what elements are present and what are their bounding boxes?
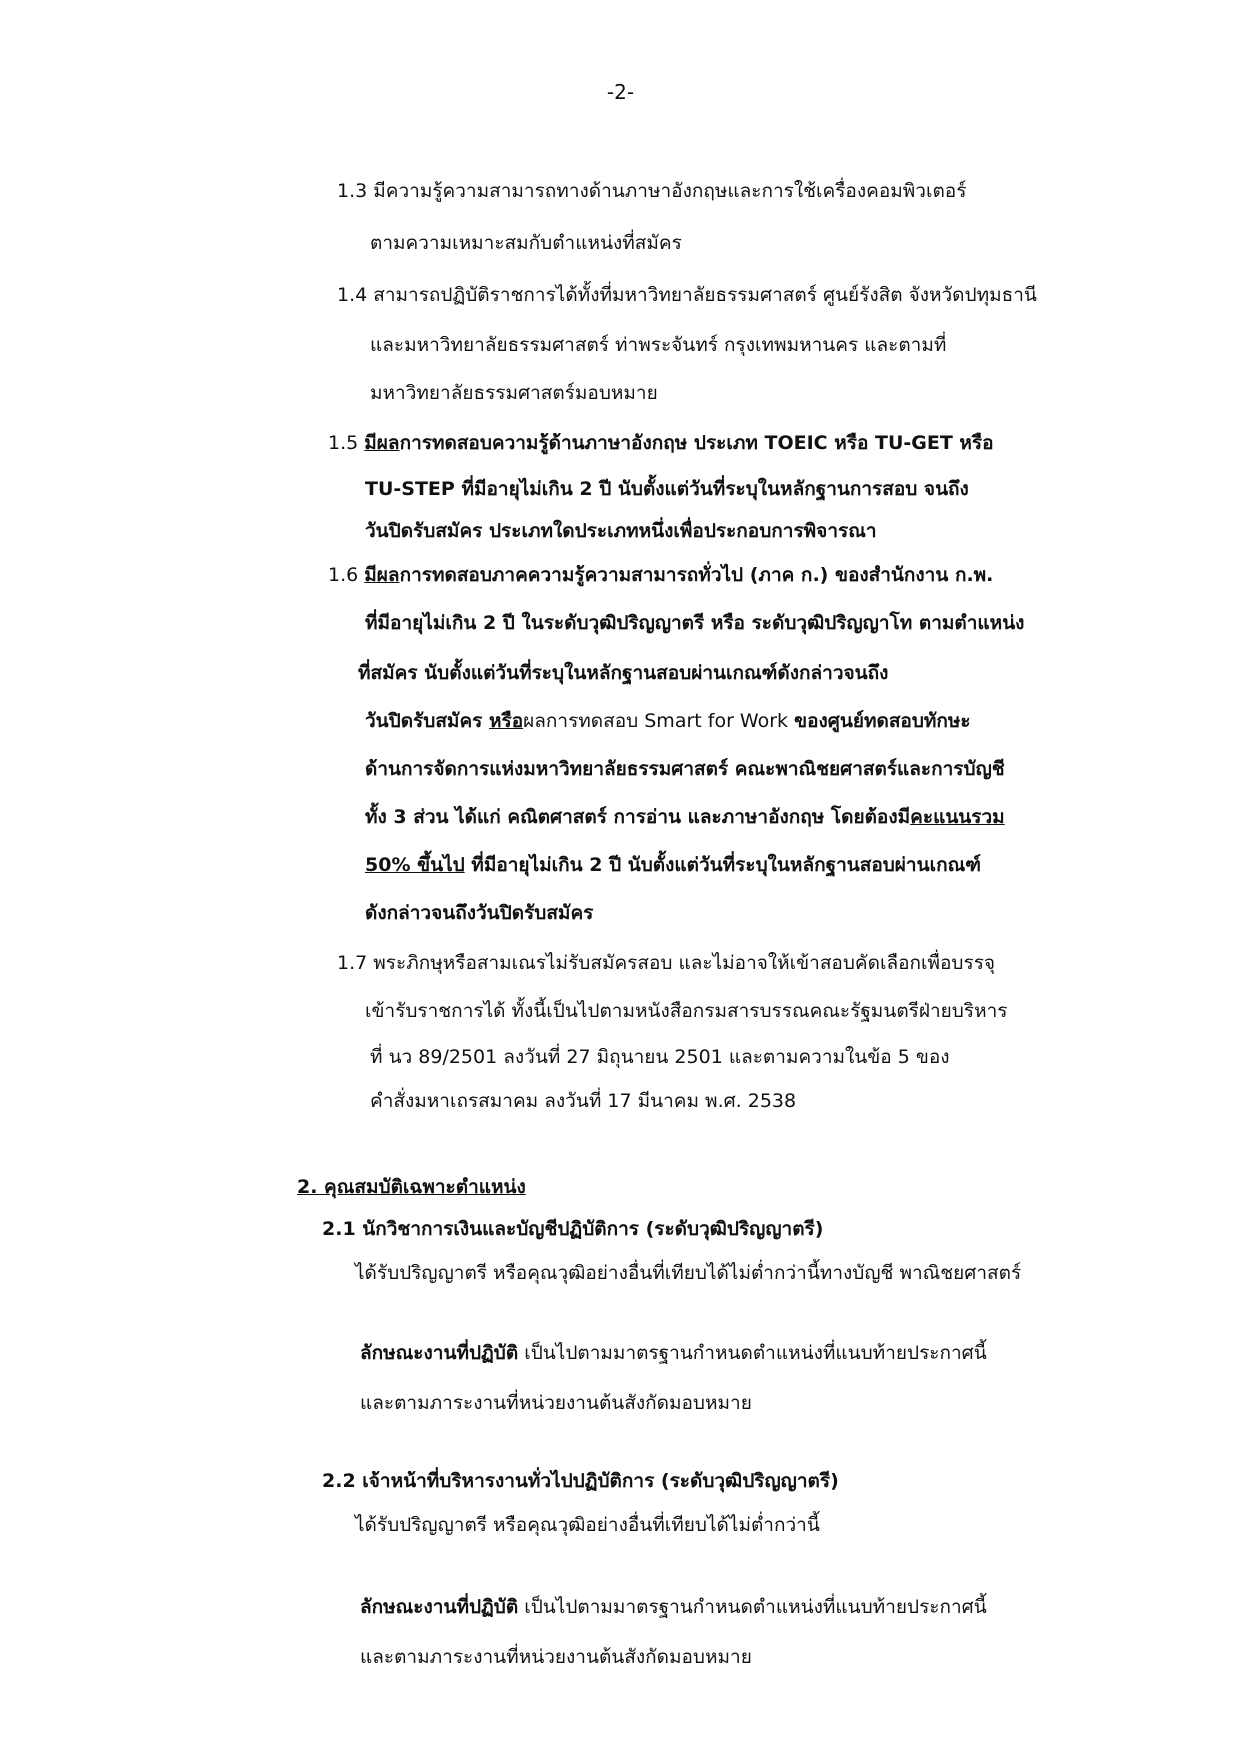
item-1-6-line-6-u: คะแนนรวม xyxy=(910,806,1005,828)
position-2-1-duty-line-2: และตามภาระงานที่หน่วยงานต้นสังกัดมอบหมาย xyxy=(360,1392,752,1414)
position-2-1-title: 2.1 นักวิชาการเงินและบัญชีปฏิบัติการ (ระดับวุฒิปริญญาตรี) xyxy=(322,1218,824,1240)
item-1-6-line-4-b: ผลการทดสอบ Smart for Work xyxy=(523,710,795,732)
page-number: -2- xyxy=(606,80,635,104)
position-2-2-title: 2.2 เจ้าหน้าที่บริหารงานทั่วไปปฏิบัติการ (ระดับวุฒิปริญญาตรี) xyxy=(322,1470,839,1492)
item-1-5-line-1 xyxy=(328,432,994,455)
item-1-6-line-6 xyxy=(365,806,1005,829)
item-1-5-underlined: มีผล xyxy=(364,432,400,454)
item-1-5-line-2: TU-STEP ที่มีอายุไม่เกิน 2 ปี นับตั้งแต่วันที่ระบุในหลักฐานการสอบ จนถึง xyxy=(365,478,969,500)
section-2-heading: 2. คุณสมบัติเฉพาะตำแหน่ง xyxy=(297,1176,526,1198)
item-1-5-line-3: วันปิดรับสมัคร ประเภทใดประเภทหนึ่งเพื่อประกอบการพิจารณา xyxy=(365,520,877,542)
position-2-1-duty-label: ลักษณะงานที่ปฏิบัติ xyxy=(360,1342,519,1364)
item-1-6-line-7-b: ที่มีอายุไม่เกิน 2 ปี นับตั้งแต่วันที่ระบุในหลักฐานสอบผ่านเกณฑ์ xyxy=(464,854,981,876)
item-1-6-line-3: ที่สมัคร นับตั้งแต่วันที่ระบุในหลักฐานสอบผ่านเกณฑ์ดังกล่าวจนถึง xyxy=(358,662,889,684)
item-1-6-underlined: มีผล xyxy=(364,564,400,586)
item-1-6-line-4-a: วันปิดรับสมัคร xyxy=(365,710,489,732)
item-1-6-line-8: ดังกล่าวจนถึงวันปิดรับสมัคร xyxy=(365,902,594,924)
item-1-6-line-4-c: ของศูนย์ทดสอบทักษะ xyxy=(794,710,971,732)
position-2-1-qualification: ได้รับปริญญาตรี หรือคุณวุฒิอย่างอื่นที่เทียบได้ไม่ต่ำกว่านี้ทางบัญชี พาณิชยศาสตร์ xyxy=(355,1262,1022,1284)
item-1-3-line-1: 1.3 มีความรู้ความสามารถทางด้านภาษาอังกฤษและการใช้เครื่องคอมพิวเตอร์ xyxy=(337,180,967,202)
position-2-2-duty-line-1 xyxy=(360,1596,987,1619)
item-1-7-line-1: 1.7 พระภิกษุหรือสามเณรไม่รับสมัครสอบ และไม่อาจให้เข้าสอบคัดเลือกเพื่อบรรจุ xyxy=(337,952,996,974)
item-1-4-line-3: มหาวิทยาลัยธรรมศาสตร์มอบหมาย xyxy=(370,382,658,404)
item-1-7-line-3: ที่ นว 89/2501 ลงวันที่ 27 มิถุนายน 2501 และตามความในข้อ 5 ของ xyxy=(370,1046,950,1068)
item-1-4-line-2: และมหาวิทยาลัยธรรมศาสตร์ ท่าพระจันทร์ กรุงเทพมหานคร และตามที่ xyxy=(370,334,947,356)
position-2-1-duty-line-1 xyxy=(360,1342,987,1365)
position-2-2-duty-line-2: และตามภาระงานที่หน่วยงานต้นสังกัดมอบหมาย xyxy=(360,1646,752,1668)
item-1-6-line-5: ด้านการจัดการแห่งมหาวิทยาลัยธรรมศาสตร์ คณะพาณิชยศาสตร์และการบัญชี xyxy=(365,758,1005,780)
position-2-2-duty-rest: เป็นไปตามมาตรฐานกำหนดตำแหน่งที่แนบท้ายประกาศนี้ xyxy=(518,1596,987,1618)
item-1-6-line-7 xyxy=(365,854,981,877)
item-1-7-line-4: คำสั่งมหาเถรสมาคม ลงวันที่ 17 มีนาคม พ.ศ. 2538 xyxy=(370,1090,797,1112)
position-2-1-duty-rest: เป็นไปตามมาตรฐานกำหนดตำแหน่งที่แนบท้ายประกาศนี้ xyxy=(518,1342,987,1364)
item-1-5-line-1-rest: การทดสอบความรู้ด้านภาษาอังกฤษ ประเภท TOEIC หรือ TU-GET หรือ xyxy=(399,432,994,454)
item-1-6-line-6-a: ทั้ง 3 ส่วน ได้แก่ คณิตศาสตร์ การอ่าน และภาษาอังกฤษ โดยต้องมี xyxy=(365,806,911,828)
position-2-2-duty-label: ลักษณะงานที่ปฏิบัติ xyxy=(360,1596,519,1618)
item-1-5-number: 1.5 xyxy=(328,432,365,454)
item-1-7-line-2: เข้ารับราชการได้ ทั้งนี้เป็นไปตามหนังสือกรมสารบรรณคณะรัฐมนตรีฝ่ายบริหาร xyxy=(365,1000,1008,1022)
item-1-6-line-7-u: 50% ขึ้นไป xyxy=(365,854,465,876)
item-1-6-line-4 xyxy=(365,710,971,733)
item-1-6-number: 1.6 xyxy=(328,564,365,586)
item-1-6-line-1 xyxy=(328,564,993,587)
item-1-3-line-2: ตามความเหมาะสมกับตำแหน่งที่สมัคร xyxy=(370,232,682,254)
position-2-2-qualification: ได้รับปริญญาตรี หรือคุณวุฒิอย่างอื่นที่เทียบได้ไม่ต่ำกว่านี้ xyxy=(355,1514,820,1536)
item-1-6-or: หรือ xyxy=(488,710,524,732)
item-1-4-line-1: 1.4 สามารถปฏิบัติราชการได้ทั้งที่มหาวิทยาลัยธรรมศาสตร์ ศูนย์รังสิต จังหวัดปทุมธานี xyxy=(337,284,1037,306)
item-1-6-line-1-rest: การทดสอบภาคความรู้ความสามารถทั่วไป (ภาค ก.) ของสำนักงาน ก.พ. xyxy=(399,564,994,586)
item-1-6-line-2: ที่มีอายุไม่เกิน 2 ปี ในระดับวุฒิปริญญาตรี หรือ ระดับวุฒิปริญญาโท ตามตำแหน่ง xyxy=(365,612,1025,634)
